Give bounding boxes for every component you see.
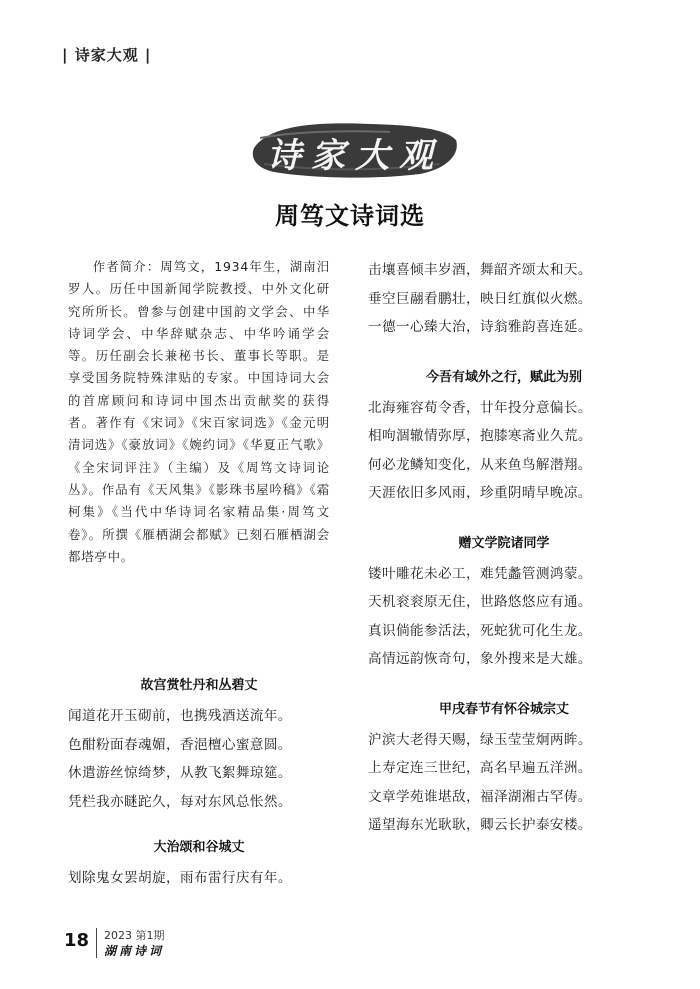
poem-title: 故宫赏牡丹和丛碧丈 bbox=[140, 678, 258, 693]
poem-continuation bbox=[368, 256, 640, 342]
poem-line: 击壤喜倾丰岁酒，舞韶齐颂太和天。 bbox=[368, 262, 592, 278]
section-banner bbox=[250, 118, 460, 182]
poem-line: 垂空巨翮看鹏壮，映日红旗似火燃。 bbox=[368, 290, 592, 307]
article-title: 周笃文诗词选 bbox=[275, 202, 425, 230]
poem-line: 镂叶雕花未必工，难凭蠡管测鸿蒙。 bbox=[368, 565, 592, 582]
poem-line: 天机衮衮原无住，世路悠悠应有通。 bbox=[368, 594, 592, 610]
poem-line: 真识倘能参活法，死蛇犹可化生龙。 bbox=[368, 622, 592, 639]
poem-line: 高情远韵恢奇句，象外搜来是大雄。 bbox=[368, 651, 592, 667]
poem-line: 沪滨大老得天赐，绿玉莹莹炯两眸。 bbox=[368, 731, 592, 748]
poem-line: 何必龙鳞知变化，从来鱼鸟解潜翔。 bbox=[368, 456, 592, 473]
right-column bbox=[368, 256, 640, 840]
poem-line: 遥望海东光耿耿，卿云长护泰安楼。 bbox=[368, 817, 592, 833]
poem-line: 上寿定连三世纪，高名早遍五洋洲。 bbox=[368, 760, 592, 776]
poem-line: 相呴涸辙情弥厚，抱膝寒斋业久荒。 bbox=[368, 428, 592, 444]
banner-title: 诗家大观 bbox=[267, 136, 443, 176]
journal-name: 湖南诗词 bbox=[104, 944, 165, 958]
footer-divider bbox=[96, 928, 97, 958]
poem bbox=[368, 700, 640, 840]
poem-line: 凭栏我亦瞇跎久，每对东风总怅然。 bbox=[68, 793, 292, 810]
page-number: 18 bbox=[64, 930, 90, 951]
poem bbox=[368, 368, 640, 508]
poem-line: 划除鬼女罢胡旋，雨布雷行庆有年。 bbox=[68, 870, 292, 886]
poem-line: 闻道花开玉砌前，也携残酒送流年。 bbox=[68, 708, 292, 724]
author-bio: 作者简介：周笃文，1934年生，湖南汨罗人。历任中国新闻学院教授、中外文化研究所所长。曾参与创建中国韵文学会、中华诗词学会、中华辞赋杂志、中华吟诵学会等。历任副会长兼秘书长、董事长等职。是享受国务院特殊津贴的专家。中国诗词大会的首席顾问和诗词中国杰出贡献奖的获得者。著作有《宋词》《宋百家词选》《金元明清词选》《豪放词》《婉约词》《华夏正气歌》《全宋词评注》（主编）及《周笃文诗词论丛》。作品有《天风集》《影珠书屋吟稿》《霜柯集》《当代中华诗词名家精品集·周笃文卷》。所撰《雁栖湖会都赋》已刻石雁栖湖会都塔亭中。 bbox=[68, 259, 330, 564]
issue-label: 2023 第1期 bbox=[104, 929, 165, 942]
poem-line: 文章学苑谁堪敌，福泽湖湘古罕俦。 bbox=[368, 788, 592, 805]
poem bbox=[68, 676, 330, 816]
poem-title: 大治颂和谷城丈 bbox=[153, 840, 245, 855]
poem-line: 色酣粉面春魂媚，香浥檀心蜜意圆。 bbox=[68, 736, 292, 753]
poem-line: 天涯依旧多风雨，珍重阴晴早晚凉。 bbox=[368, 485, 592, 501]
poem-line: 北海雍容荀令香，廿年投分意偏长。 bbox=[368, 399, 592, 416]
poem-line: 休遣游丝惊绮梦，从教飞絮舞琼筵。 bbox=[68, 765, 292, 781]
poem-title: 今吾有域外之行，赋此为别 bbox=[425, 369, 582, 385]
poem-title: 赠文学院诸同学 bbox=[458, 535, 550, 551]
poem-title: 甲戌春节有怀谷城宗丈 bbox=[438, 701, 569, 717]
poem bbox=[68, 838, 330, 893]
poem bbox=[368, 534, 640, 674]
section-header: | 诗家大观 | bbox=[62, 46, 152, 64]
left-column bbox=[68, 256, 330, 893]
poem-line: 一德一心臻大治，诗翁雅韵喜连延。 bbox=[368, 319, 592, 335]
